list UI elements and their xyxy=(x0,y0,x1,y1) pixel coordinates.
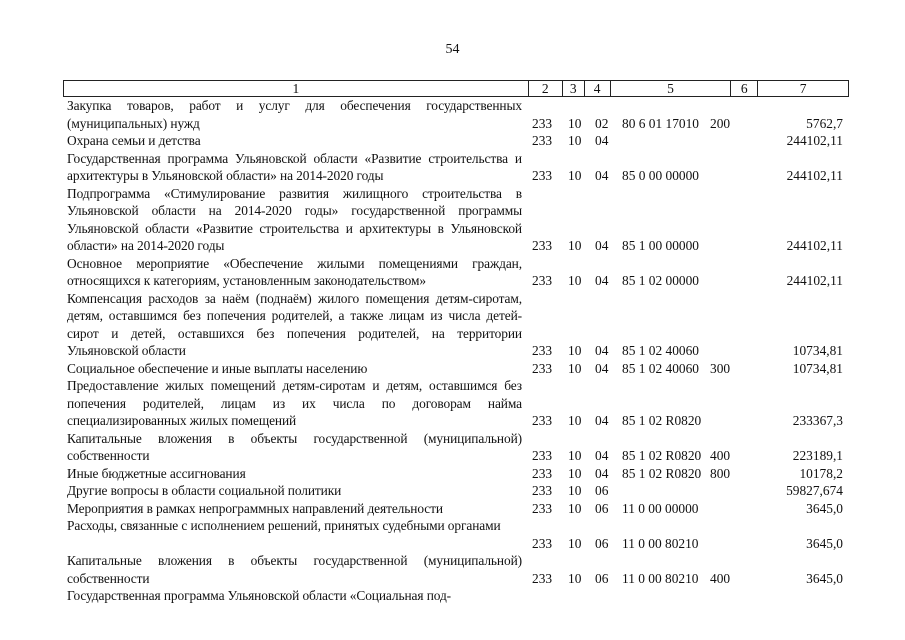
cell-c5: 85 1 02 00000 xyxy=(622,273,699,288)
table-row xyxy=(0,517,905,552)
column-header-4: 4 xyxy=(585,81,611,96)
table-row xyxy=(0,482,905,500)
cell-c3: 10 xyxy=(568,343,582,358)
cell-c3: 10 xyxy=(568,413,582,428)
table-row xyxy=(0,132,905,150)
cell-c3: 10 xyxy=(568,500,582,516)
cell-c3: 10 xyxy=(568,535,582,551)
column-header-2: 2 xyxy=(529,81,563,96)
cell-c4: 04 xyxy=(595,413,609,428)
cell-c3: 10 xyxy=(568,273,582,288)
page-number: 54 xyxy=(445,42,460,57)
cell-c5: 85 1 00 00000 xyxy=(622,238,699,253)
cell-c5: 85 1 02 R0820 xyxy=(622,465,702,481)
cell-c3: 10 xyxy=(568,360,582,376)
cell-c7: 233367,3 xyxy=(792,413,843,428)
cell-c6: 800 xyxy=(710,465,731,481)
cell-c5: 11 0 00 80210 xyxy=(622,570,699,586)
table-row xyxy=(0,255,905,290)
cell-c6: 400 xyxy=(710,448,731,463)
cell-c4: 06 xyxy=(595,535,609,551)
cell-c4: 04 xyxy=(595,343,609,358)
cell-c7: 244102,11 xyxy=(786,168,843,183)
cell-c2: 233 xyxy=(532,115,553,131)
cell-c7: 10178,2 xyxy=(799,465,843,481)
row-description: Основное мероприятие «Обеспечение жилыми помещениями граждан, относящихся к категориям, установленным законодательством» xyxy=(67,255,522,289)
table-row xyxy=(0,500,905,518)
row-description: Подпрограмма «Стимулирование развития жилищного строительства в Ульяновской области на 2014-2020 годы» государственной программы Ульяновской области «Развитие строительства и архитектуры в Ульяновской области» на 2014-2020 годы xyxy=(67,185,522,254)
table-row xyxy=(0,290,905,360)
row-description: Капитальные вложения в объекты государственной (муниципальной) собственности xyxy=(67,553,522,586)
column-header-3: 3 xyxy=(563,81,585,96)
cell-c4: 06 xyxy=(595,500,609,516)
cell-c4: 04 xyxy=(595,168,609,183)
cell-c5: 80 6 01 17010 xyxy=(622,115,699,131)
cell-c5: 85 1 02 40060 xyxy=(622,343,699,358)
row-description: Другие вопросы в области социальной политики xyxy=(67,483,342,498)
cell-c3: 10 xyxy=(568,448,582,463)
table-row xyxy=(0,587,905,605)
row-description: Расходы, связанные с исполнением решений, принятых судебными органами xyxy=(67,518,501,533)
cell-c7: 10734,81 xyxy=(792,343,843,358)
cell-c2: 233 xyxy=(532,535,553,551)
row-description: Мероприятия в рамках непрограммных направлений деятельности xyxy=(67,500,443,516)
table-body xyxy=(0,97,905,605)
cell-c2: 233 xyxy=(532,133,553,148)
cell-c6: 200 xyxy=(710,115,731,131)
cell-c2: 233 xyxy=(532,413,553,428)
cell-c4: 04 xyxy=(595,360,609,376)
cell-c3: 10 xyxy=(568,483,582,498)
cell-c7: 244102,11 xyxy=(786,238,843,253)
row-description: Предоставление жилых помещений детям-сиротам и детям, оставшимся без попечения родителей, лицам из их числа по договорам найма специализированных жилых помещений xyxy=(67,378,522,429)
table-row xyxy=(0,377,905,430)
cell-c4: 06 xyxy=(595,483,609,498)
table-header xyxy=(63,80,849,97)
cell-c4: 04 xyxy=(595,465,609,481)
row-description: Капитальные вложения в объекты государственной (муниципальной) собственности xyxy=(67,430,522,464)
cell-c4: 04 xyxy=(595,448,609,463)
cell-c7: 223189,1 xyxy=(792,448,843,463)
row-description: Социальное обеспечение и иные выплаты населению xyxy=(67,360,368,376)
cell-c7: 244102,11 xyxy=(786,273,843,288)
cell-c3: 10 xyxy=(568,168,582,183)
cell-c6: 300 xyxy=(710,360,731,376)
column-header-1: 1 xyxy=(64,81,529,96)
table-row xyxy=(0,465,905,483)
table-row xyxy=(0,360,905,378)
cell-c3: 10 xyxy=(568,465,582,481)
row-description: Государственная программа Ульяновской области «Развитие строительства и архитектуры в Ульяновской области» на 2014-2020 годы xyxy=(67,150,522,184)
row-description: Компенсация расходов за наём (поднаём) жилого помещения детям-сиротам, детям, оставшимся без попечения родителей, а также лицам из числа детей-сирот и детей, оставшихся без попечения родителей, на территории Ульяновской области xyxy=(67,290,522,359)
cell-c7: 10734,81 xyxy=(792,360,843,376)
cell-c2: 233 xyxy=(532,448,553,463)
cell-c5: 11 0 00 00000 xyxy=(622,500,699,516)
cell-c5: 85 1 02 R0820 xyxy=(622,448,702,463)
cell-c3: 10 xyxy=(568,238,582,253)
cell-c2: 233 xyxy=(532,238,553,253)
cell-c5: 85 1 02 40060 xyxy=(622,360,699,376)
cell-c7: 59827,674 xyxy=(786,483,843,498)
cell-c4: 04 xyxy=(595,273,609,288)
cell-c4: 02 xyxy=(595,115,609,131)
row-description: Иные бюджетные ассигнования xyxy=(67,465,246,481)
cell-c7: 5762,7 xyxy=(806,115,843,131)
cell-c2: 233 xyxy=(532,343,553,358)
column-header-6: 6 xyxy=(731,81,758,96)
cell-c7: 3645,0 xyxy=(806,535,843,551)
cell-c7: 3645,0 xyxy=(806,570,843,586)
table-row xyxy=(0,430,905,465)
cell-c2: 233 xyxy=(532,168,553,183)
table-row xyxy=(0,552,905,587)
table-row xyxy=(0,185,905,255)
table-row xyxy=(0,150,905,185)
cell-c3: 10 xyxy=(568,115,582,131)
cell-c2: 233 xyxy=(532,465,553,481)
cell-c6: 400 xyxy=(710,570,731,586)
cell-c7: 3645,0 xyxy=(806,500,843,516)
table-row xyxy=(0,97,905,132)
cell-c4: 04 xyxy=(595,238,609,253)
cell-c7: 244102,11 xyxy=(786,133,843,148)
cell-c2: 233 xyxy=(532,483,553,498)
column-header-5: 5 xyxy=(611,81,732,96)
cell-c2: 233 xyxy=(532,360,553,376)
cell-c2: 233 xyxy=(532,570,553,586)
cell-c3: 10 xyxy=(568,133,582,148)
cell-c2: 233 xyxy=(532,273,553,288)
cell-c5: 85 1 02 R0820 xyxy=(622,413,702,428)
row-description: Охрана семьи и детства xyxy=(67,133,201,148)
row-description: Закупка товаров, работ и услуг для обеспечения государственных (муниципальных) нужд xyxy=(67,98,522,131)
column-header-7: 7 xyxy=(799,81,807,96)
cell-c4: 04 xyxy=(595,133,609,148)
cell-c5: 85 0 00 00000 xyxy=(622,168,699,183)
row-description: Государственная программа Ульяновской области «Социальная под- xyxy=(67,588,452,603)
cell-c5: 11 0 00 80210 xyxy=(622,535,699,551)
cell-c2: 233 xyxy=(532,500,553,516)
cell-c4: 06 xyxy=(595,570,609,586)
cell-c3: 10 xyxy=(568,570,582,586)
